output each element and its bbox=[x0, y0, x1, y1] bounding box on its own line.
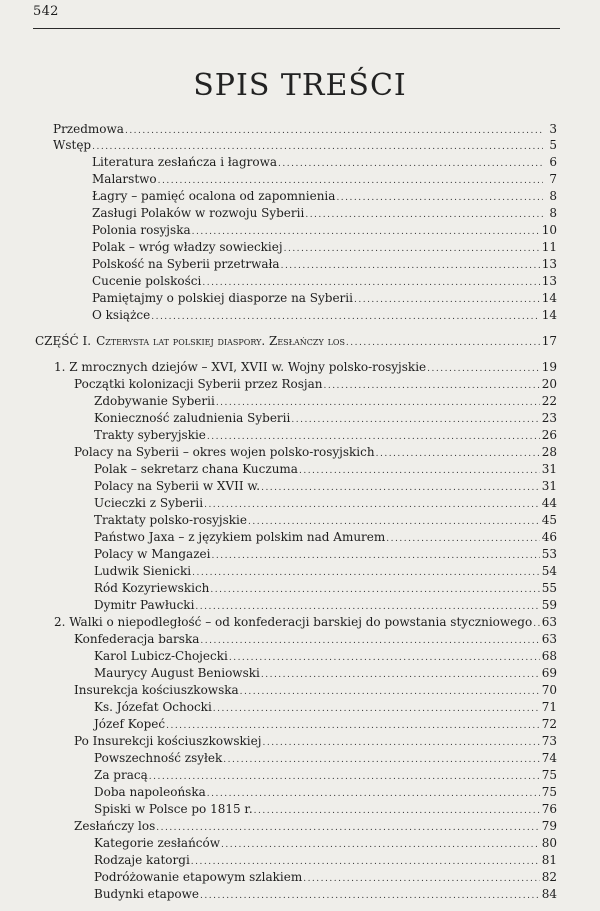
toc-leader bbox=[149, 769, 540, 785]
toc-entry-page: 7 bbox=[549, 172, 557, 186]
toc-entry-title: Ks. Józefat Ochocki bbox=[94, 700, 212, 714]
toc-entry bbox=[94, 716, 557, 732]
toc-entry bbox=[94, 461, 557, 477]
toc-entry bbox=[94, 784, 557, 800]
toc-entry bbox=[94, 580, 557, 596]
toc-entry bbox=[94, 852, 557, 868]
toc-leader bbox=[195, 599, 539, 615]
toc-entry-page: 76 bbox=[541, 802, 557, 816]
toc-entry-page: 44 bbox=[541, 496, 557, 510]
toc-entry-title: Maurycy August Beniowski bbox=[94, 666, 260, 680]
toc-leader bbox=[229, 650, 540, 666]
toc-entry bbox=[94, 869, 557, 885]
toc-entry bbox=[94, 648, 557, 664]
toc-entry-page: 80 bbox=[541, 836, 557, 850]
toc-entry-page: 82 bbox=[541, 870, 557, 884]
toc-leader bbox=[291, 412, 539, 428]
toc-entry bbox=[94, 512, 557, 528]
toc-leader bbox=[221, 837, 540, 853]
toc-entry-page: 26 bbox=[541, 428, 557, 442]
toc-entry bbox=[94, 835, 557, 851]
toc-leader bbox=[278, 156, 543, 172]
header-rule bbox=[33, 28, 560, 29]
toc-entry bbox=[94, 410, 557, 426]
toc-leader bbox=[261, 480, 540, 496]
toc-entry bbox=[92, 239, 557, 255]
toc-leader bbox=[192, 224, 540, 240]
toc-entry-page: 28 bbox=[541, 445, 557, 459]
toc-entry bbox=[94, 478, 557, 494]
toc-entry bbox=[53, 137, 557, 153]
toc-leader bbox=[213, 701, 540, 717]
toc-leader bbox=[248, 514, 540, 530]
toc-leader bbox=[158, 173, 543, 189]
toc-leader bbox=[376, 446, 540, 462]
toc-entry bbox=[74, 682, 557, 698]
toc-leader bbox=[305, 207, 543, 223]
toc-entry-title: Wstęp bbox=[53, 138, 92, 152]
toc-entry-page: 10 bbox=[541, 223, 557, 237]
toc-entry-title: Po Insurekcji kościuszkowskiej bbox=[74, 734, 262, 748]
toc-entry bbox=[92, 188, 557, 204]
toc-leader bbox=[427, 361, 540, 377]
toc-entry-title: Ród Kozyriewskich bbox=[94, 581, 210, 595]
toc-leader bbox=[156, 820, 539, 836]
toc-leader bbox=[223, 752, 539, 768]
toc-entry-page: 84 bbox=[541, 887, 557, 901]
toc-leader bbox=[202, 275, 539, 291]
toc-entry bbox=[74, 631, 557, 647]
toc-entry-page: 14 bbox=[541, 308, 557, 322]
toc-leader bbox=[262, 735, 539, 751]
toc-entry-page: 11 bbox=[541, 240, 557, 254]
toc-entry-page: 17 bbox=[541, 334, 557, 348]
toc-entry bbox=[92, 273, 557, 289]
toc-entry-title: Za pracą bbox=[94, 768, 148, 782]
toc-leader bbox=[299, 463, 540, 479]
toc-entry-page: 72 bbox=[541, 717, 557, 731]
toc-entry-title: Cucenie polskości bbox=[92, 274, 202, 288]
toc-part-heading bbox=[35, 333, 557, 349]
toc-entry-title: Dymitr Pawłucki bbox=[94, 598, 195, 612]
toc-entry-title: Polak – sekretarz chana Kuczuma bbox=[94, 462, 298, 476]
toc-leader bbox=[151, 309, 540, 325]
toc-entry-page: 13 bbox=[541, 274, 557, 288]
toc-entry-title: Polacy w Mangazei bbox=[94, 547, 211, 561]
toc-entry-title: Łagry – pamięć ocalona od zapomnienia bbox=[92, 189, 336, 203]
toc-entry-title: Polskość na Syberii przetrwała bbox=[92, 257, 280, 271]
toc-entry bbox=[94, 767, 557, 783]
toc-leader bbox=[240, 684, 540, 700]
toc-entry-title: Podróżowanie etapowym szlakiem bbox=[94, 870, 303, 884]
toc-entry-page: 74 bbox=[541, 751, 557, 765]
toc-entry bbox=[94, 546, 557, 562]
toc-leader bbox=[254, 803, 540, 819]
toc-entry-page: 8 bbox=[549, 206, 557, 220]
toc-entry-page: 73 bbox=[541, 734, 557, 748]
toc-entry-page: 8 bbox=[549, 189, 557, 203]
toc-entry bbox=[92, 307, 557, 323]
toc-entry-title: Państwo Jaxa – z językiem polskim nad Amurem bbox=[94, 530, 386, 544]
toc-entry-title: Ludwik Sienicki bbox=[94, 564, 192, 578]
toc-leader bbox=[323, 378, 539, 394]
toc-entry-title: Zasługi Polaków w rozwoju Syberii bbox=[92, 206, 305, 220]
toc-entry bbox=[94, 563, 557, 579]
toc-entry-page: 75 bbox=[541, 785, 557, 799]
toc-entry-title: Traktaty polsko-rosyjskie bbox=[94, 513, 247, 527]
toc-entry-page: 70 bbox=[541, 683, 557, 697]
toc-entry-title: Polak – wróg władzy sowieckiej bbox=[92, 240, 283, 254]
toc-entry-page: 20 bbox=[541, 377, 557, 391]
page-title: SPIS TREŚCI bbox=[193, 68, 407, 103]
toc-entry bbox=[94, 886, 557, 902]
toc-entry-title: Insurekcja kościuszkowska bbox=[74, 683, 239, 697]
toc-entry-title: Kategorie zesłańców bbox=[94, 836, 221, 850]
toc-entry-page: 23 bbox=[541, 411, 557, 425]
toc-entry bbox=[74, 444, 557, 460]
toc-chapter bbox=[54, 359, 557, 375]
toc-leader bbox=[191, 854, 540, 870]
toc-entry bbox=[94, 750, 557, 766]
toc-leader bbox=[336, 190, 543, 206]
toc-entry bbox=[94, 495, 557, 511]
toc-entry-page: 55 bbox=[541, 581, 557, 595]
toc-entry-title: Powszechność zsyłek bbox=[94, 751, 223, 765]
toc-entry-title: Literatura zesłańcza i łagrowa bbox=[92, 155, 278, 169]
toc-entry-page: 3 bbox=[549, 122, 557, 136]
toc-entry bbox=[94, 665, 557, 681]
toc-entry-page: 46 bbox=[541, 530, 557, 544]
toc-entry-title: Trakty syberyjskie bbox=[94, 428, 206, 442]
toc-entry-page: 59 bbox=[541, 598, 557, 612]
toc-entry-title: Zdobywanie Syberii bbox=[94, 394, 215, 408]
toc-entry-title: Budynki etapowe bbox=[94, 887, 200, 901]
toc-entry bbox=[53, 121, 557, 137]
toc-entry-page: 75 bbox=[541, 768, 557, 782]
toc-entry-page: 63 bbox=[541, 632, 557, 646]
toc-entry-title: Konfederacja barska bbox=[74, 632, 200, 646]
toc-entry bbox=[94, 529, 557, 545]
toc-entry-title: Pamiętajmy o polskiej diasporze na Syberii bbox=[92, 291, 353, 305]
toc-entry-page: 14 bbox=[541, 291, 557, 305]
toc-entry-page: 69 bbox=[541, 666, 557, 680]
toc-entry bbox=[94, 393, 557, 409]
toc-entry-title: Malarstwo bbox=[92, 172, 157, 186]
toc-entry-page: 81 bbox=[541, 853, 557, 867]
toc-entry bbox=[74, 376, 557, 392]
toc-entry-page: 19 bbox=[541, 360, 557, 374]
toc-entry-title: Rodzaje katorgi bbox=[94, 853, 190, 867]
toc-entry bbox=[74, 733, 557, 749]
toc-entry-title: Początki kolonizacji Syberii przez Rosjan bbox=[74, 377, 323, 391]
toc-entry-page: 79 bbox=[541, 819, 557, 833]
toc-leader bbox=[207, 429, 540, 445]
toc-entry bbox=[92, 171, 557, 187]
page-number: 542 bbox=[33, 4, 59, 19]
toc-entry-title: O książce bbox=[92, 308, 151, 322]
toc-leader bbox=[303, 871, 540, 887]
toc-entry-title: Polacy na Syberii – okres wojen polsko-rosyjskich bbox=[74, 445, 375, 459]
toc-leader bbox=[284, 241, 540, 257]
toc-entry-title: Ucieczki z Syberii bbox=[94, 496, 204, 510]
toc-entry-page: 31 bbox=[541, 462, 557, 476]
toc-entry-title: 1. Z mrocznych dziejów – XVI, XVII w. Wojny polsko-rosyjskie bbox=[54, 360, 427, 374]
toc-entry-title: Zesłańczy los bbox=[74, 819, 156, 833]
toc-leader bbox=[261, 667, 540, 683]
toc-entry-title: Przedmowa bbox=[53, 122, 124, 136]
toc-leader bbox=[200, 888, 540, 904]
toc-leader bbox=[354, 292, 540, 308]
toc-entry bbox=[94, 597, 557, 613]
toc-chapter bbox=[54, 614, 557, 630]
toc-entry-page: 13 bbox=[541, 257, 557, 271]
toc-entry-page: 5 bbox=[549, 138, 557, 152]
toc-entry bbox=[92, 154, 557, 170]
toc-leader bbox=[92, 139, 543, 155]
toc-entry-title: Karol Lubicz-Chojecki bbox=[94, 649, 228, 663]
toc-leader bbox=[211, 548, 539, 564]
toc-entry bbox=[92, 256, 557, 272]
toc-part-subtitle: Czterysta lat polskiej diaspory. Zesłańczy los bbox=[96, 334, 345, 348]
toc-entry bbox=[94, 427, 557, 443]
toc-entry-title: Spiski w Polsce po 1815 r. bbox=[94, 802, 253, 816]
toc-entry bbox=[74, 818, 557, 834]
toc-entry-page: 68 bbox=[541, 649, 557, 663]
toc-leader bbox=[216, 395, 540, 411]
toc-leader bbox=[210, 582, 539, 598]
toc-entry-page: 31 bbox=[541, 479, 557, 493]
toc-entry bbox=[92, 205, 557, 221]
toc-entry-page: 45 bbox=[541, 513, 557, 527]
toc-leader bbox=[200, 633, 539, 649]
toc-leader bbox=[346, 335, 540, 351]
toc-entry-page: 54 bbox=[541, 564, 557, 578]
toc-entry-title: 2. Walki o niepodległość – od konfederacji barskiej do powstania styczniowego bbox=[54, 615, 533, 629]
toc-entry-title: Polonia rosyjska bbox=[92, 223, 191, 237]
toc-entry-title: Doba napoleońska bbox=[94, 785, 206, 799]
toc-entry-title: Polacy na Syberii w XVII w. bbox=[94, 479, 261, 493]
toc-entry bbox=[94, 801, 557, 817]
toc-leader bbox=[166, 718, 540, 734]
toc-entry-page: 63 bbox=[541, 615, 557, 629]
toc-entry bbox=[92, 222, 557, 238]
toc-leader bbox=[207, 786, 540, 802]
toc-entry bbox=[94, 699, 557, 715]
toc-leader bbox=[204, 497, 540, 513]
toc-entry-page: 53 bbox=[541, 547, 557, 561]
toc-leader bbox=[533, 616, 540, 632]
toc-entry bbox=[92, 290, 557, 306]
toc-entry-page: 71 bbox=[541, 700, 557, 714]
toc-leader bbox=[386, 531, 539, 547]
toc-entry-title: Józef Kopeć bbox=[94, 717, 166, 731]
toc-part-label: CZĘŚĆ I. bbox=[35, 334, 92, 348]
toc-leader bbox=[281, 258, 540, 274]
toc-entry-title: Konieczność zaludnienia Syberii bbox=[94, 411, 291, 425]
toc-entry-page: 6 bbox=[549, 155, 557, 169]
toc-entry-page: 22 bbox=[541, 394, 557, 408]
toc-leader bbox=[192, 565, 540, 581]
